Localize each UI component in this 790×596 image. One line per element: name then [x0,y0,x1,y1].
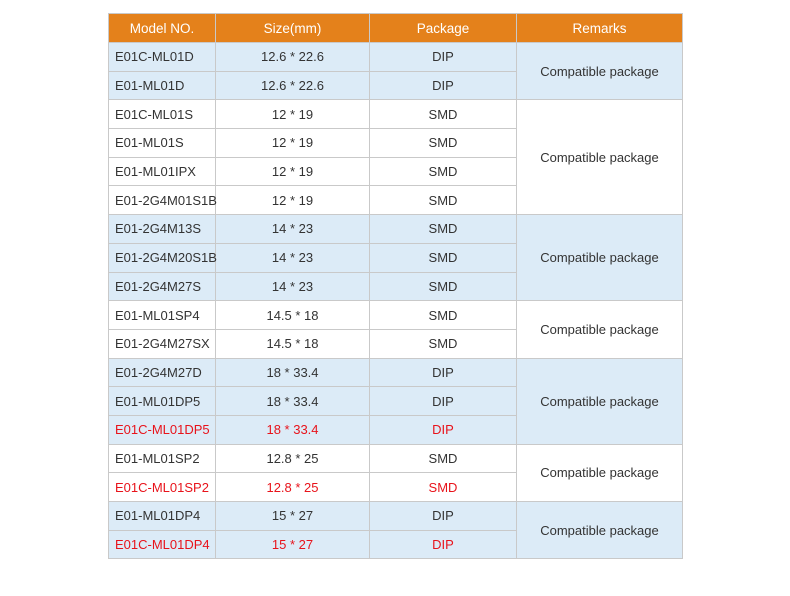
size-cell: 18 * 33.4 [216,387,370,416]
model-cell: E01-2G4M27D [109,358,216,387]
model-cell: E01-2G4M27SX [109,329,216,358]
model-cell: E01-ML01DP5 [109,387,216,416]
package-cell: SMD [370,272,517,301]
table-row [109,358,683,387]
table-header-row [109,14,683,43]
package-cell: DIP [370,358,517,387]
package-cell: DIP [370,415,517,444]
model-cell: E01C-ML01DP5 [109,415,216,444]
package-cell: SMD [370,157,517,186]
model-cell: E01C-ML01D [109,43,216,72]
table-body [109,43,683,559]
size-cell: 14.5 * 18 [216,301,370,330]
table-row [109,43,683,72]
model-cell: E01C-ML01SP2 [109,473,216,502]
package-cell: DIP [370,502,517,531]
size-cell: 12.6 * 22.6 [216,43,370,72]
remarks-cell: Compatible package [517,215,683,301]
model-cell: E01-ML01D [109,71,216,100]
header-package: Package [370,14,517,43]
package-cell: SMD [370,100,517,129]
table-row [109,100,683,129]
package-cell: SMD [370,186,517,215]
table-row [109,444,683,473]
package-cell: DIP [370,43,517,72]
package-cell: SMD [370,329,517,358]
header-remarks: Remarks [517,14,683,43]
size-cell: 14 * 23 [216,215,370,244]
package-cell: DIP [370,530,517,559]
size-cell: 14 * 23 [216,272,370,301]
size-cell: 12 * 19 [216,157,370,186]
model-cell: E01-ML01IPX [109,157,216,186]
package-cell: SMD [370,243,517,272]
module-spec-table [108,13,683,559]
package-cell: DIP [370,71,517,100]
remarks-cell: Compatible package [517,301,683,358]
size-cell: 18 * 33.4 [216,415,370,444]
package-cell: SMD [370,301,517,330]
size-cell: 12 * 19 [216,186,370,215]
table-row [109,301,683,330]
size-cell: 12 * 19 [216,129,370,158]
model-cell: E01-2G4M01S1B [109,186,216,215]
size-cell: 15 * 27 [216,502,370,531]
package-cell: SMD [370,473,517,502]
size-cell: 12.6 * 22.6 [216,71,370,100]
size-cell: 12.8 * 25 [216,473,370,502]
remarks-cell: Compatible package [517,444,683,501]
header-size: Size(mm) [216,14,370,43]
model-cell: E01-2G4M20S1B [109,243,216,272]
remarks-cell: Compatible package [517,43,683,100]
size-cell: 12 * 19 [216,100,370,129]
model-cell: E01-ML01SP4 [109,301,216,330]
remarks-cell: Compatible package [517,502,683,559]
remarks-cell: Compatible package [517,358,683,444]
model-cell: E01-ML01SP2 [109,444,216,473]
header-model: Model NO. [109,14,216,43]
package-cell: SMD [370,444,517,473]
table-row [109,502,683,531]
model-cell: E01-ML01DP4 [109,502,216,531]
package-cell: SMD [370,215,517,244]
model-cell: E01C-ML01DP4 [109,530,216,559]
package-cell: DIP [370,387,517,416]
size-cell: 14.5 * 18 [216,329,370,358]
table-row [109,215,683,244]
size-cell: 18 * 33.4 [216,358,370,387]
size-cell: 15 * 27 [216,530,370,559]
model-cell: E01C-ML01S [109,100,216,129]
model-cell: E01-ML01S [109,129,216,158]
model-cell: E01-2G4M13S [109,215,216,244]
remarks-cell: Compatible package [517,100,683,215]
model-cell: E01-2G4M27S [109,272,216,301]
size-cell: 12.8 * 25 [216,444,370,473]
size-cell: 14 * 23 [216,243,370,272]
package-cell: SMD [370,129,517,158]
